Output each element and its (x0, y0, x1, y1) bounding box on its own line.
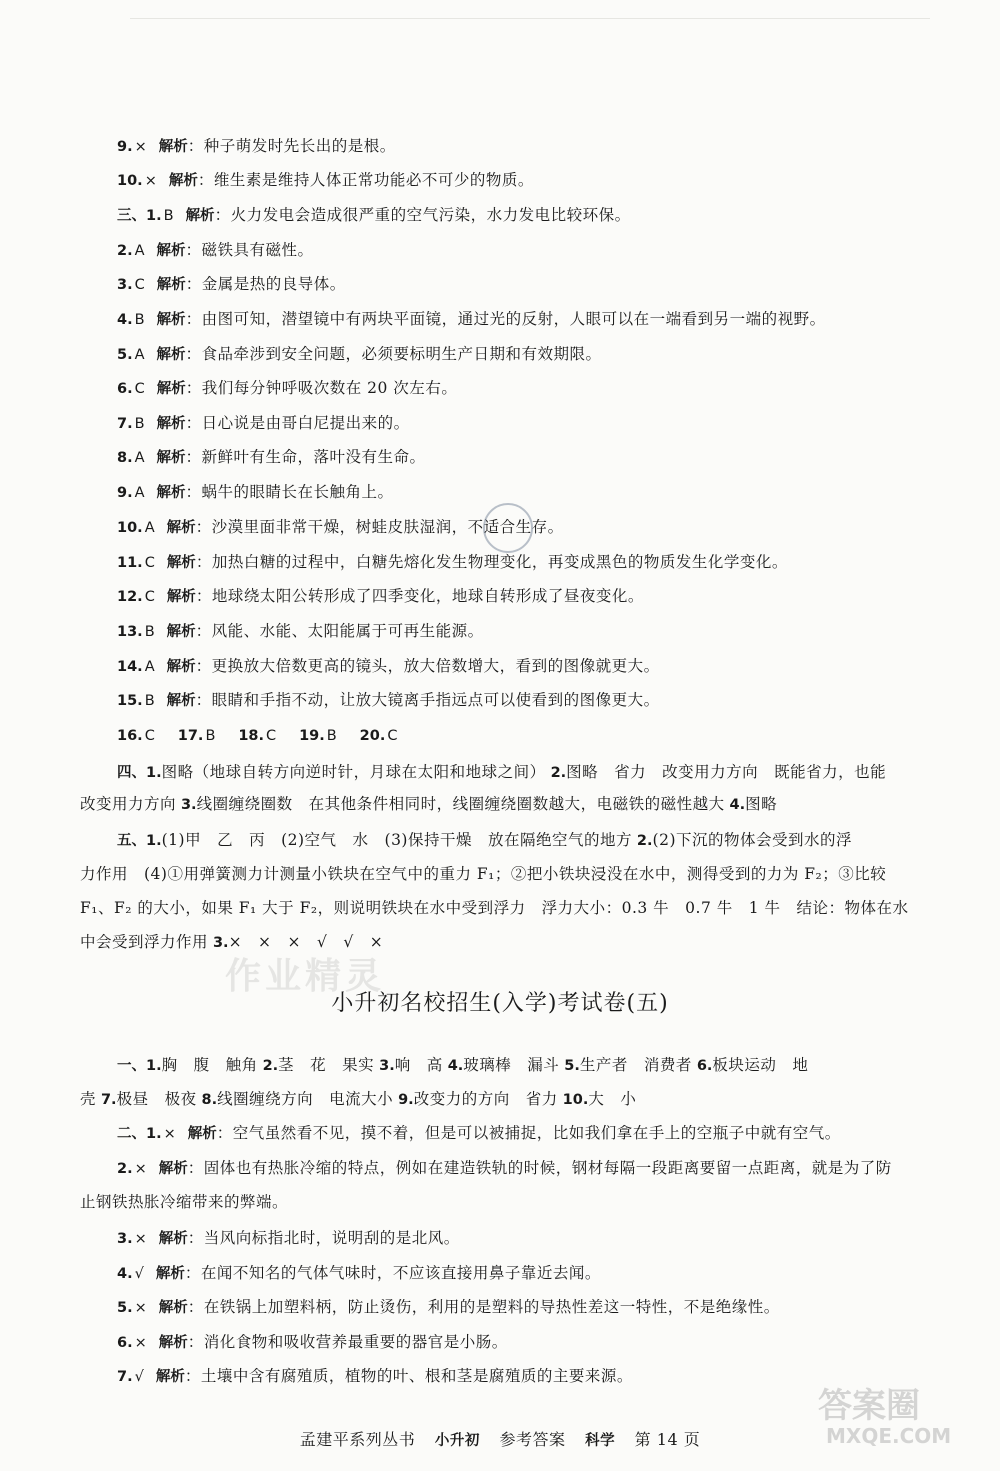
list-item: 14. A 解析：更换放大倍数更高的镜头，放大倍数增大，看到的图像就更大。 (117, 657, 660, 675)
list-item: 三、1. B 解析：火力发电会造成很严重的空气污染，水力发电比较环保。 (117, 206, 631, 224)
list-item: 2. × 解析：固体也有热胀冷缩的特点，例如在建造铁轨的时候，钢材每隔一段距离要留一点距离，就是为了防 (117, 1159, 892, 1177)
level-label: 小升初 (434, 1433, 480, 1449)
list-item: 11. C 解析：加热白糖的过程中，白糖先熔化发生物理变化，再变成黑色的物质发生化学变化。 (117, 553, 788, 571)
section1-line2: 壳 7.极昼 极夜 8.线圈缠绕方向 电流大小 9.改变力的方向 省力 10.大 小 (80, 1090, 637, 1108)
list-item: 6. × 解析：消化食物和吸收营养最重要的器官是小肠。 (117, 1333, 508, 1351)
list-item: 2. A 解析：磁铁具有磁性。 (117, 241, 314, 259)
list-item: 10. × 解析：维生素是维持人体正常功能必不可少的物质。 (117, 171, 534, 189)
stamp-mark (483, 503, 533, 553)
page-title: 小升初名校招生(入学)考试卷(五) (331, 991, 669, 1016)
list-item: 13. B 解析：风能、水能、太阳能属于可再生能源。 (117, 622, 484, 640)
list-item: 8. A 解析：新鲜叶有生命，落叶没有生命。 (117, 448, 426, 466)
corner-logo-text: 答案圈 (818, 1386, 920, 1426)
list-item-continuation: 止钢铁热胀冷缩带来的弊端。 (80, 1193, 289, 1211)
section1-line1: 一、1.胸 腹 触角 2.茎 花 果实 3.响 高 4.玻璃棒 漏斗 5.生产者 消费者 6.板块运动 地 (117, 1056, 809, 1074)
short-answers-16-20: 16. C 17. B 18. C 19. B 20. C (117, 728, 398, 744)
kind-label: 参考答案 (499, 1430, 566, 1449)
list-item: 3. C 解析：金属是热的良导体。 (117, 275, 346, 293)
list-item: 15. B 解析：眼睛和手指不动，让放大镜离手指远点可以使看到的图像更大。 (117, 691, 660, 709)
corner-logo-icon (812, 1379, 982, 1449)
list-item: 二、1. × 解析：空气虽然看不见，摸不着，但是可以被捕捉，比如我们拿在手上的空瓶子中就有空气。 (117, 1124, 841, 1142)
subject-label: 科学 (585, 1433, 616, 1449)
corner-watermark-logo (812, 1379, 982, 1449)
list-item: 4. √ 解析：在闻不知名的气体气味时，不应该直接用鼻子靠近去闻。 (117, 1264, 601, 1282)
section5-line2: 力作用 (4)①用弹簧测力计测量小铁块在空气中的重力 F₁；②把小铁块浸没在水中，测得受到的力为 F₂；③比较 (80, 865, 887, 883)
page-number: 第 14 页 (634, 1430, 701, 1449)
list-item: 5. × 解析：在铁锅上加塑料柄，防止烫伤，利用的是塑料的导热性差这一特性，不是绝缘性。 (117, 1298, 780, 1316)
section5-line3: F₁、F₂ 的大小，如果 F₁ 大于 F₂，则说明铁块在水中受到浮力 浮力大小：0.3 牛 0.7 牛 1 牛 结论：物体在水 (80, 899, 909, 917)
list-item: 12. C 解析：地球绕太阳公转形成了四季变化，地球自转形成了昼夜变化。 (117, 587, 644, 605)
section5-line1: 五、1.(1)甲 乙 丙 (2)空气 水 (3)保持干燥 放在隔绝空气的地方 2.(2)下沉的物体会受到水的浮 (117, 831, 852, 849)
list-item: 10. A 解析：沙漠里面非常干燥，树蛙皮肤湿润，不适合生存。 (117, 518, 564, 536)
center-watermark: 作业精灵 (225, 956, 386, 997)
list-item: 9. A 解析：蜗牛的眼睛长在长触角上。 (117, 483, 394, 501)
list-item: 4. B 解析：由图可知，潜望镜中有两块平面镜，通过光的反射，人眼可以在一端看到另一端的视野。 (117, 310, 826, 328)
list-item: 3. × 解析：当风向标指北时，说明刮的是北风。 (117, 1229, 460, 1247)
series-name: 孟建平系列丛书 (299, 1430, 416, 1449)
list-item: 5. A 解析：食品牵涉到安全问题，必须要标明生产日期和有效期限。 (117, 345, 602, 363)
section4-line2: 改变用力方向 3.线圈缠绕圈数 在其他条件相同时，线圈缠绕圈数越大，电磁铁的磁性越大 4.图略 (80, 795, 778, 813)
corner-logo-url: MXQE.COM (826, 1424, 952, 1448)
section4-line1: 四、1.图略（地球自转方向逆时针，月球在太阳和地球之间） 2.图略 省力 改变用力方向 既能省力，也能 (117, 763, 887, 781)
section5-line4: 中会受到浮力作用 3.× × × √ √ × (80, 933, 384, 951)
top-rule (130, 18, 930, 19)
list-item: 6. C 解析：我们每分钟呼吸次数在 20 次左右。 (117, 379, 458, 397)
list-item: 7. √ 解析：土壤中含有腐殖质，植物的叶、根和茎是腐殖质的主要来源。 (117, 1367, 633, 1385)
list-item: 9. × 解析：种子萌发时先长出的是根。 (117, 137, 396, 155)
list-item: 7. B 解析：日心说是由哥白尼提出来的。 (117, 414, 410, 432)
